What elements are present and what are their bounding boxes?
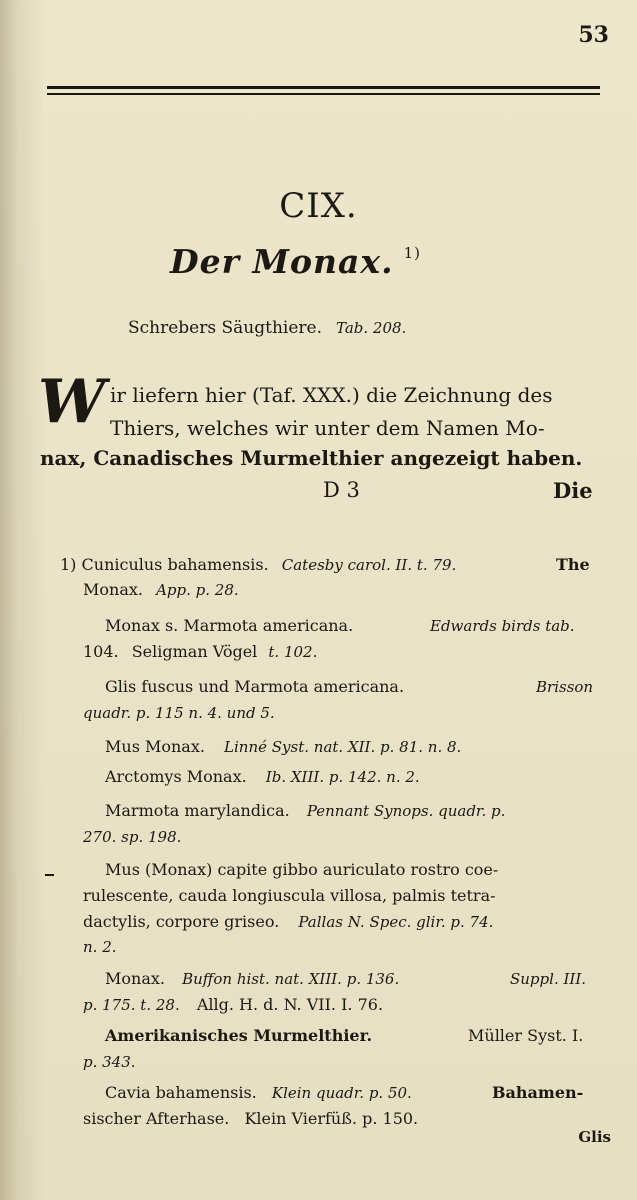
footnote-text: Mus Monax.	[105, 737, 205, 756]
intro-line-3: nax, Canadisches Murmelthier angezeigt haben.	[40, 446, 583, 470]
source-reference	[128, 318, 406, 338]
footnote-text: Seligman Vögel	[131, 642, 258, 661]
catchword-bottom: Glis	[578, 1128, 611, 1146]
footnote-citation: App. p. 28.	[156, 581, 239, 599]
footnote-text: Monax.	[83, 580, 143, 599]
footnote-4	[105, 737, 461, 756]
footnote-text: Cavia bahamensis.	[105, 1083, 257, 1102]
footnote-citation: Ib. XIII. p. 142. n. 2.	[265, 768, 420, 786]
title-footnote-mark: 1)	[403, 244, 421, 262]
footnote-9-line-1: Amerikanisches Murmelthier.	[105, 1026, 373, 1045]
footnote-citation: Pallas N. Spec. glir. p. 74.	[298, 913, 494, 931]
footnote-citation: Catesby carol. II. t. 79.	[281, 556, 457, 574]
footnote-text: Allg. H. d. N. VII. I. 76.	[196, 995, 384, 1014]
source-text: Schrebers Säugthiere.	[128, 318, 322, 338]
footnote-9-line-2	[83, 1052, 136, 1071]
footnote-7-line-3	[83, 912, 493, 931]
footnote-citation: Brisson	[536, 678, 594, 696]
footnote-7-line-1: Mus (Monax) capite gibbo auriculato rostro coe-	[105, 860, 499, 879]
footnote-1-line-1	[60, 555, 456, 574]
footnote-1-the: The	[556, 555, 590, 574]
footnote-text: Marmota marylandica.	[105, 801, 290, 820]
signature-mark: D 3	[323, 478, 360, 502]
source-ref: Tab. 208.	[335, 319, 407, 337]
header-rule-thin	[47, 93, 600, 95]
title-text: Der Monax.	[170, 242, 394, 281]
footnote-7-line-2: rulescente, cauda longiuscula villosa, palmis tetra-	[83, 886, 496, 905]
footnote-citation: Suppl. III.	[510, 970, 587, 988]
footnote-text: sischer Afterhase.	[83, 1109, 230, 1128]
footnote-2-line-2	[83, 642, 317, 661]
footnote-9-citation: Müller Syst. I.	[468, 1026, 584, 1045]
footnote-2-line-1: Monax s. Marmota americana.	[105, 616, 354, 635]
footnote-text: 104.	[83, 642, 119, 661]
footnote-3-author	[536, 677, 593, 696]
footnote-number: 1)	[60, 555, 77, 574]
footnote-6-line-1	[105, 801, 505, 820]
footnote-10-line-2	[83, 1109, 418, 1128]
footnote-text: dactylis, corpore griseo.	[83, 912, 280, 931]
footnote-citation: quadr. p. 115 n. 4. und 5.	[83, 704, 275, 722]
catchword: Die	[553, 478, 593, 503]
footnote-3-line-2	[83, 703, 275, 722]
footnote-citation: Pennant Synops. quadr. p.	[306, 802, 506, 820]
footnote-citation: p. 343.	[83, 1053, 136, 1071]
footnote-citation: t. 102.	[268, 643, 318, 661]
footnote-3-line-1: Glis fuscus und Marmota americana.	[105, 677, 405, 696]
footnote-text: Klein Vierfüß. p. 150.	[244, 1109, 419, 1128]
footnote-citation: Klein quadr. p. 50.	[271, 1084, 412, 1102]
footnote-citation: Linné Syst. nat. XII. p. 81. n. 8.	[224, 738, 462, 756]
margin-mark	[45, 874, 54, 876]
footnote-10-bahamen: Bahamen-	[492, 1083, 584, 1102]
page-title	[170, 242, 421, 281]
footnote-text: Monax.	[105, 969, 165, 988]
footnote-text: Cuniculus bahamensis.	[81, 555, 269, 574]
footnote-citation: Edwards birds tab.	[430, 617, 575, 635]
footnote-8-line-1	[105, 969, 399, 988]
drop-cap: W	[38, 367, 106, 437]
footnote-7-line-4	[83, 937, 117, 956]
footnote-6-line-2	[83, 827, 181, 846]
page-number: 53	[578, 22, 609, 48]
header-rule-thick	[47, 86, 600, 89]
footnote-10-line-1	[105, 1083, 412, 1102]
footnote-text: Arctomys Monax.	[105, 767, 247, 786]
intro-line-2: Thiers, welches wir unter dem Namen Mo-	[110, 416, 545, 440]
chapter-number: CIX.	[279, 186, 358, 226]
intro-line-1: ir liefern hier (Taf. XXX.) die Zeichnung des	[110, 383, 553, 407]
footnote-1-line-2	[83, 580, 239, 599]
footnote-citation: n. 2.	[83, 938, 117, 956]
footnote-8-line-2	[83, 995, 383, 1014]
footnote-citation: Buffon hist. nat. XIII. p. 136.	[182, 970, 400, 988]
footnote-2-citation	[430, 616, 575, 635]
footnote-citation: p. 175. t. 28.	[83, 996, 180, 1014]
footnote-8-suppl	[510, 969, 586, 988]
footnote-citation: 270. sp. 198.	[83, 828, 182, 846]
footnote-5	[105, 767, 420, 786]
